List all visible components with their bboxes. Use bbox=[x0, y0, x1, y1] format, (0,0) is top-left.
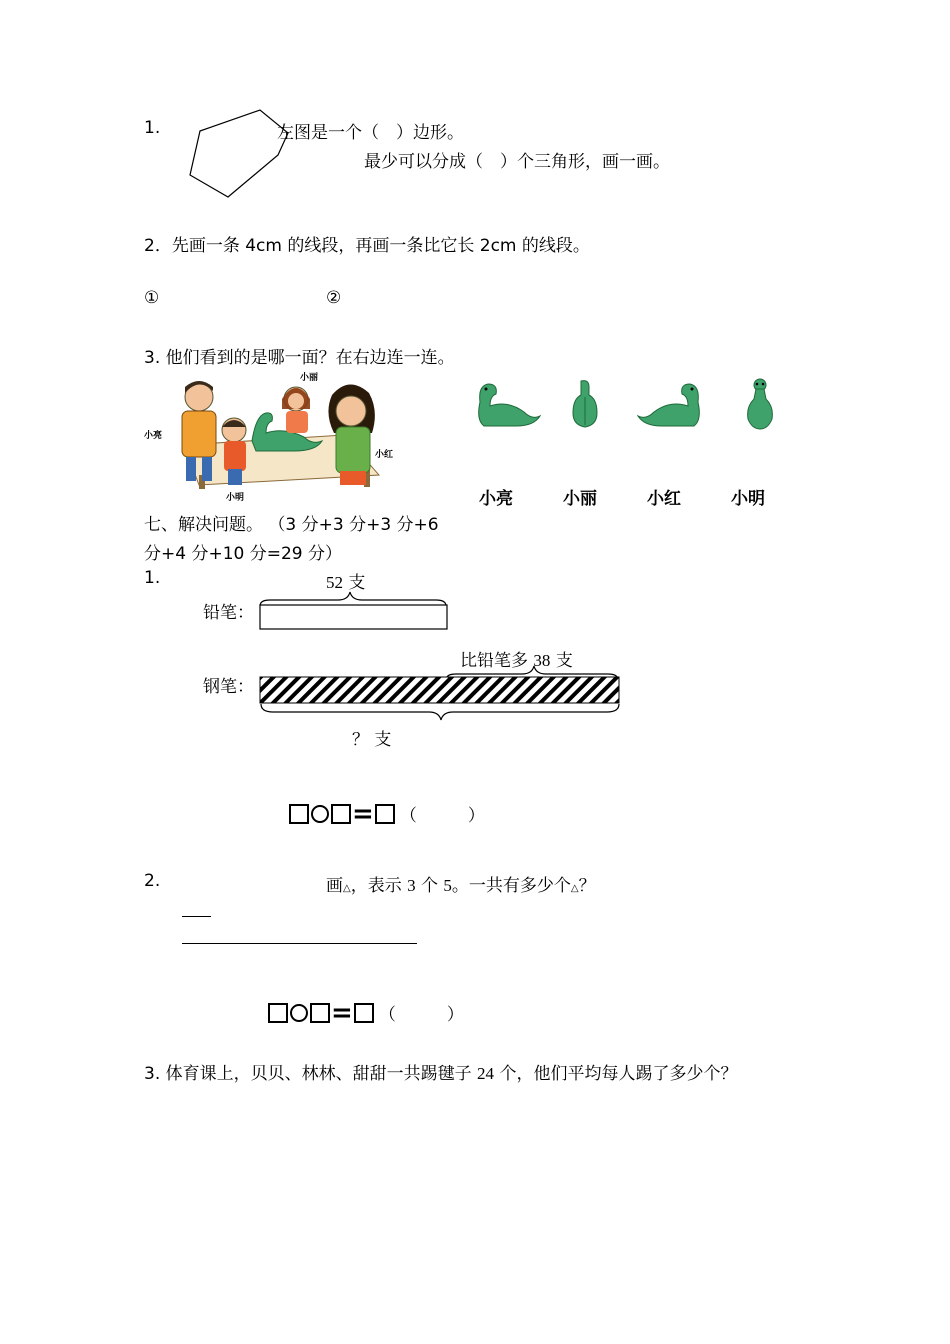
p3-num: 24 bbox=[477, 1064, 495, 1083]
q3-person-label-xiaoliang: 小亮 bbox=[144, 431, 163, 441]
p1-pencil-bar bbox=[259, 604, 449, 630]
p2-num1: 3 bbox=[407, 876, 416, 895]
equals-sign: = bbox=[352, 798, 374, 829]
q3-view-label-1: 小亮 bbox=[479, 489, 513, 509]
p2-short-line bbox=[182, 916, 211, 917]
q2-text: 2．先画一条 4cm 的线段，再画一条比它长 2cm 的线段。 bbox=[144, 236, 590, 256]
q3-view-label-2: 小丽 bbox=[563, 489, 597, 509]
q3-view-label-4: 小明 bbox=[731, 489, 765, 509]
p1-pencil-label: 铅笔： bbox=[203, 603, 254, 623]
p1-top-label-num: 52 bbox=[326, 573, 343, 592]
p3-text-b: 个，他们平均每人踢了多少个？ bbox=[499, 1064, 738, 1084]
equals-sign: = bbox=[331, 997, 353, 1028]
p2-num2: 5 bbox=[443, 876, 452, 895]
p1-pen-bar-hatched bbox=[259, 676, 621, 706]
p1-answer-box-1[interactable] bbox=[289, 804, 309, 824]
p1-top-label-unit: 支 bbox=[348, 573, 366, 593]
q3-view-label-3: 小红 bbox=[647, 489, 681, 509]
p3-text bbox=[144, 1059, 737, 1084]
p2-text bbox=[326, 871, 596, 896]
p1-answer-box-3[interactable] bbox=[375, 804, 395, 824]
p3-number: 3. bbox=[144, 1064, 161, 1084]
p2-answer-box-1[interactable] bbox=[268, 1003, 288, 1023]
p2-text-a: 画 bbox=[326, 876, 343, 896]
p1-more-label-num: 38 bbox=[533, 651, 551, 670]
p1-bottom-brace bbox=[259, 704, 624, 724]
p2-operator-circle[interactable] bbox=[290, 1004, 308, 1022]
q3-person-label-xiaoming: 小明 bbox=[226, 493, 245, 503]
q1-line1: 左图是一个（ ）边形。 bbox=[277, 123, 464, 143]
p1-bottom-label: ？ 支 bbox=[352, 730, 392, 750]
dinosaur-front-view-icon bbox=[740, 377, 780, 432]
p2-unit-paren[interactable]: （ ） bbox=[378, 1005, 464, 1024]
q1-number: 1. bbox=[144, 118, 161, 138]
p3-text-a: 体育课上，贝贝、林林、甜甜一共踢毽子 bbox=[165, 1064, 472, 1084]
p1-answer-box-2[interactable] bbox=[331, 804, 351, 824]
p2-text-c: 个 bbox=[421, 876, 439, 896]
children-scene-illustration bbox=[144, 375, 394, 495]
p2-equation-template bbox=[268, 997, 464, 1028]
q3-person-label-xiaoli: 小丽 bbox=[300, 373, 319, 383]
q1-line2: 最少可以分成（ ）个三角形，画一画。 bbox=[364, 152, 670, 172]
p2-text-d: 。一共有多少个 bbox=[451, 876, 571, 896]
q3-person-label-xiaohong: 小红 bbox=[375, 450, 394, 460]
p1-operator-circle[interactable] bbox=[311, 805, 329, 823]
p1-more-label-unit: 支 bbox=[555, 651, 573, 671]
dinosaur-side-view-left-icon bbox=[472, 380, 542, 430]
p2-answer-box-3[interactable] bbox=[354, 1003, 374, 1023]
p1-unit-paren[interactable]: （ ） bbox=[399, 806, 485, 825]
q3-text: 3. 他们看到的是哪一面？在右边连一连。 bbox=[144, 348, 455, 368]
p2-answer-box-2[interactable] bbox=[310, 1003, 330, 1023]
p2-answer-line[interactable] bbox=[182, 943, 417, 944]
p2-number: 2. bbox=[144, 871, 161, 891]
section-heading-line2: 分+4 分+10 分=29 分） bbox=[144, 544, 343, 564]
p1-equation-template bbox=[289, 798, 485, 829]
p2-triangle-icon: △ bbox=[343, 883, 351, 894]
section-heading-line1: 七、解决问题。 （3 分+3 分+3 分+6 bbox=[144, 515, 439, 535]
dinosaur-back-view-icon bbox=[565, 377, 605, 432]
p2-text-e: ？ bbox=[578, 876, 596, 896]
q2-mark-2: ② bbox=[326, 288, 342, 308]
p1-number: 1. bbox=[144, 568, 161, 588]
p1-more-label-prefix: 比铅笔多 bbox=[460, 651, 528, 671]
p2-text-b: ，表示 bbox=[350, 876, 402, 896]
p1-pen-label: 钢笔： bbox=[203, 677, 254, 697]
dinosaur-side-view-right-icon bbox=[636, 380, 706, 430]
p2-triangle-icon-2: △ bbox=[570, 883, 579, 894]
q2-mark-1: ① bbox=[144, 288, 160, 308]
